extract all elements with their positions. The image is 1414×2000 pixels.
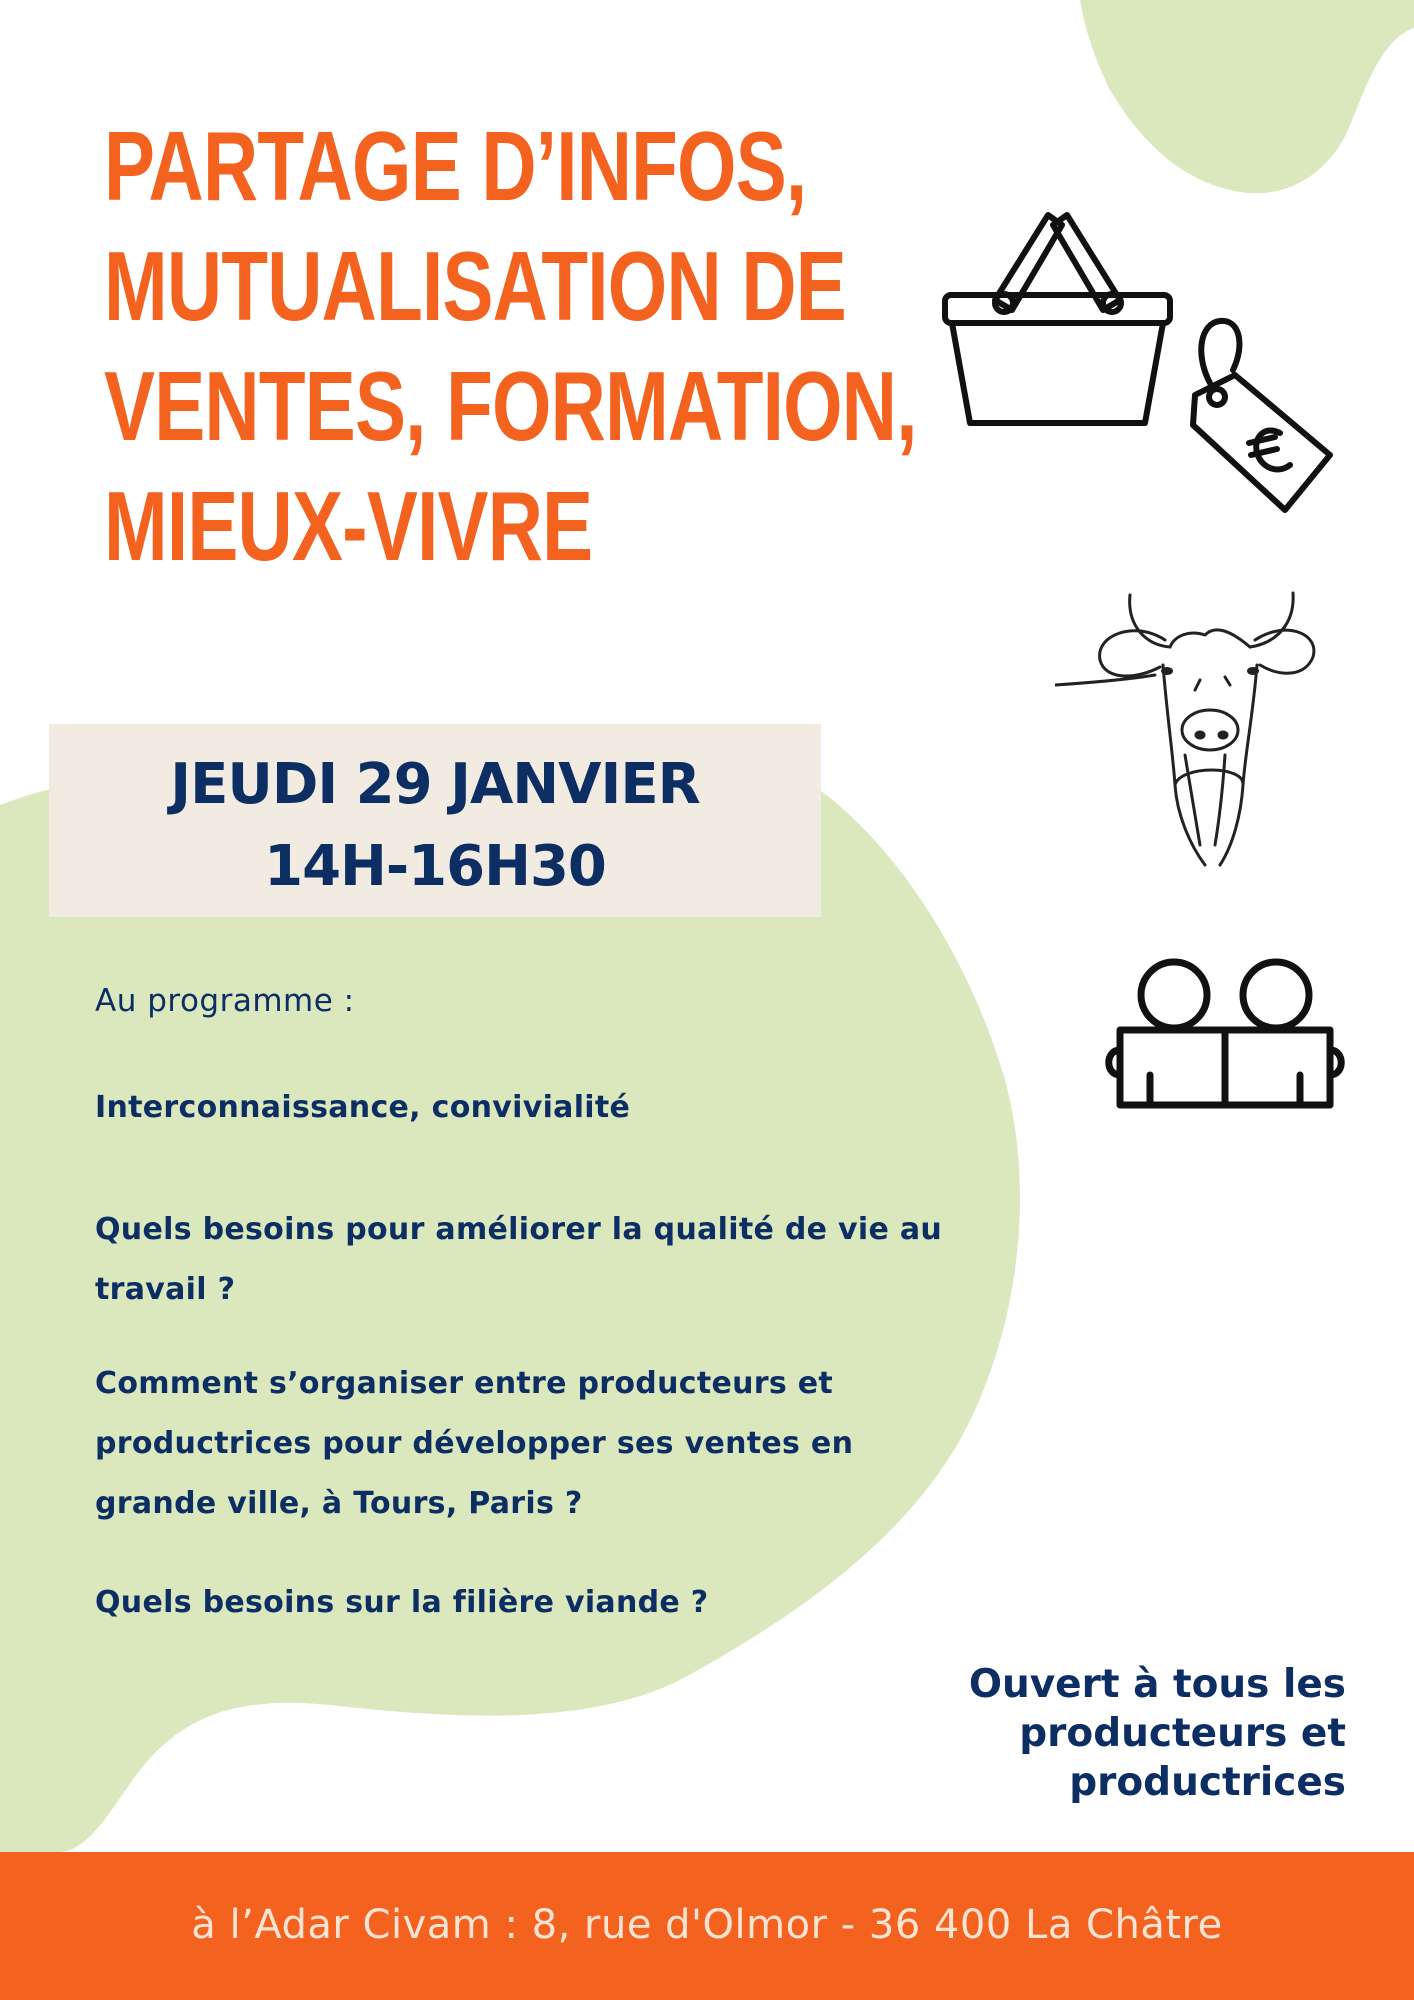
date-box: [49, 724, 821, 917]
event-day: JEUDI 29 JANVIER: [170, 752, 700, 817]
headline-line: PARTAGE D’INFOS,: [104, 111, 807, 221]
program-intro: Au programme :: [95, 983, 355, 1019]
audience-line: producteurs et: [1019, 1711, 1346, 1756]
people-icon: [1100, 955, 1350, 1115]
footer-bar: [0, 1852, 1414, 2000]
top-right-blob: [1080, 0, 1414, 193]
program-item: Quels besoins pour améliorer la qualité de vie au travail ?: [95, 1212, 943, 1307]
headline-line: MUTUALISATION DE: [104, 231, 846, 341]
cow-icon: [1055, 585, 1320, 870]
program-item: Comment s’organiser entre producteurs et productrices pour développer ses ventes en grande ville, à Tours, Paris ?: [95, 1366, 854, 1521]
headline-line: VENTES, FORMATION,: [104, 351, 917, 461]
audience-line: productrices: [1069, 1760, 1346, 1805]
event-time: 14H-16H30: [264, 834, 606, 899]
program-item: Interconnaissance, convivialité: [95, 1090, 631, 1125]
program-item: Quels besoins sur la filière viande ?: [95, 1585, 709, 1620]
footer-address: à l’Adar Civam : 8, rue d'Olmor - 36 400 La Châtre: [191, 1902, 1223, 1948]
headline-line: MIEUX-VIVRE: [104, 471, 593, 581]
price-tag-euro-icon: [1185, 315, 1335, 520]
headline: [104, 106, 917, 586]
audience-line: Ouvert à tous les: [968, 1662, 1346, 1707]
basket-icon: [940, 205, 1175, 430]
audience-note: [969, 1660, 1346, 1807]
